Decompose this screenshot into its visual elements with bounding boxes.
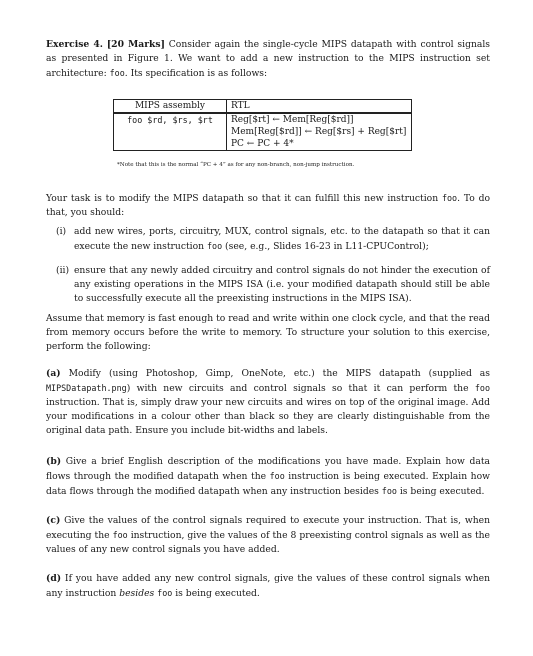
- item-text-end: (see, e.g., Slides 16-23 in L11-CPUControl);: [222, 241, 429, 252]
- part-a-text: instruction. That is, simply draw your new circuits and wires on top of the original image. Add your modifications in a colour other than black so they are clearly distinguishable from the original data path. Ensure you include bit-widths and labels.: [46, 397, 490, 436]
- spec-table: [113, 99, 412, 151]
- part-c-code: foo: [112, 530, 128, 540]
- rtl-line: Mem[Reg[$rd]] ← Reg[$rs] + Reg[$rt]: [231, 127, 407, 137]
- part-c-label: (c): [46, 515, 61, 526]
- item-code: foo: [207, 241, 223, 251]
- spec-note: *Note that this is the normal “PC + 4” as for any non-branch, non-jump instruction.: [117, 162, 355, 168]
- part-a-code: MIPSDatapath.png: [46, 383, 127, 393]
- task-paragraph: [46, 191, 490, 220]
- part-b-code: foo: [381, 486, 397, 496]
- spec-header-assembly: MIPS assembly: [114, 100, 227, 114]
- exercise-marks: [20 Marks]: [106, 39, 165, 50]
- part-d-label: (d): [46, 573, 62, 584]
- part-a-text: ) with new circuits and control signals so that it can perform the: [126, 383, 475, 394]
- part-b-code: foo: [269, 471, 285, 481]
- intro-text-end: . Its specification is as follows:: [124, 68, 268, 79]
- task-text: Your task is to modify the MIPS datapath so that it can fulfill this new instruction: [46, 193, 442, 204]
- part-b-label: (b): [46, 456, 62, 467]
- list-item: [56, 225, 490, 254]
- intro-text: Consider again the single-cycle MIPS datapath with control signals as presented in Figure 1. We want to add a new instruction to the MIPS instruction set architecture:: [46, 39, 491, 79]
- list-item-body: [56, 225, 490, 254]
- part-d-emphasis: besides: [119, 588, 155, 599]
- list-item-marker: (i): [56, 226, 67, 237]
- spec-header-rtl: RTL: [227, 100, 412, 114]
- part-d-text: is being executed.: [172, 588, 260, 599]
- part-a-text: Modify (using Photoshop, Gimp, OneNote, etc.) the MIPS datapath (supplied as: [60, 368, 490, 379]
- list-item-marker: (ii): [56, 265, 70, 276]
- spec-assembly: foo $rd, $rs, $rt: [114, 113, 227, 151]
- assume-paragraph: Assume that memory is fast enough to read and write within one clock cycle, and that the read from memory occurs before the write to memory. To structure your solution to this exercise, perform the following:: [46, 313, 490, 352]
- part-b-text: Give a brief English description of the modifications you have made. Explain how data flows through the modified datapath when the: [46, 456, 490, 482]
- part-c-text: instruction, give the values of the 8 preexisting control signals as well as the values of any new control signals you have added.: [46, 530, 490, 555]
- list-item: [56, 264, 490, 306]
- spec-rtl-cell: [227, 113, 412, 151]
- part-b-text: instruction is being executed. Explain how data flows through the modified datapath when any instruction besides: [46, 471, 490, 497]
- task-text-end: . To do that, you should:: [46, 193, 490, 218]
- list-item-body: ensure that any newly added circuitry and control signals do not hinder the execution of any existing operations in the MIPS ISA (i.e. your modified datapath should still be able to successfully execute all the preexisting instructions in the MIPS ISA).: [74, 265, 490, 304]
- part-a-code: foo: [474, 383, 490, 393]
- exercise-intro: [46, 38, 490, 81]
- spec-table-header-row: [114, 100, 412, 114]
- intro-code: foo: [109, 68, 125, 78]
- part-b-text: is being executed.: [396, 486, 485, 497]
- task-code: foo: [441, 193, 458, 203]
- part-d-text: If you have added any new control signals, give the values of these control signals when any instruction: [46, 573, 490, 599]
- spec-table-row: [114, 113, 412, 151]
- part-a-label: (a): [46, 368, 61, 379]
- part-a-paragraph: [46, 367, 490, 438]
- part-c-paragraph: [46, 514, 490, 557]
- item-text: add new wires, ports, circuitry, MUX, control signals, etc. to the datapath so that it can execute the new instruction: [74, 226, 490, 252]
- part-d-code: foo: [157, 588, 173, 598]
- exercise-label: Exercise 4.: [46, 39, 103, 50]
- rtl-line: PC ← PC + 4*: [231, 139, 294, 149]
- part-b-paragraph: [46, 455, 490, 499]
- part-c-text: Give the values of the control signals required to execute your instruction. That is, when executing the: [46, 515, 490, 541]
- rtl-line: Reg[$rt] ← Mem[Reg[$rd]]: [231, 115, 354, 125]
- part-d-paragraph: [46, 572, 490, 601]
